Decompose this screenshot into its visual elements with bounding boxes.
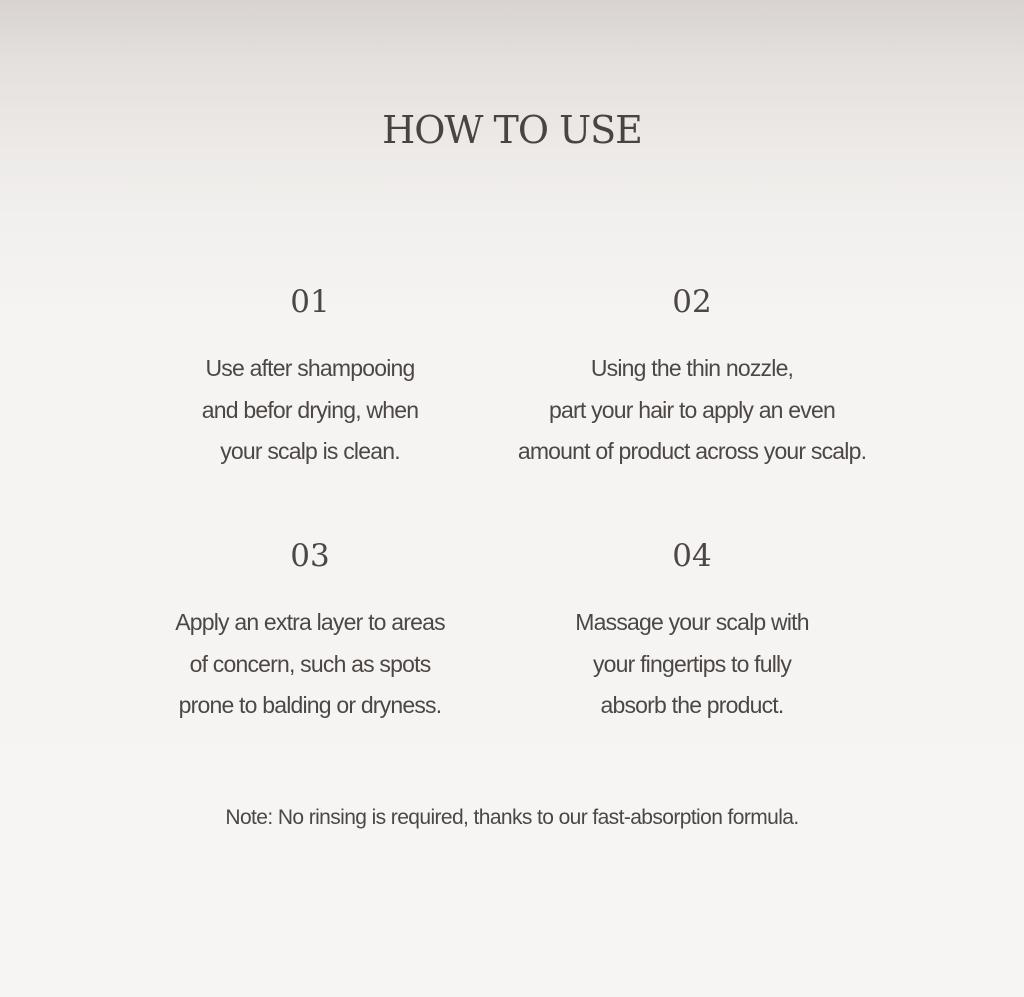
step-line: prone to balding or dryness. xyxy=(178,692,442,718)
step-line: Using the thin nozzle, xyxy=(590,355,794,381)
step-line: Massage your scalp with xyxy=(575,609,809,635)
step-line: part your hair to apply an even xyxy=(549,396,835,423)
step-number: 02 xyxy=(672,284,712,320)
page-title: HOW TO USE xyxy=(382,108,642,152)
step-description xyxy=(120,602,500,727)
step-line: your fingertips to fully xyxy=(592,650,792,677)
step-line: of concern, such as spots xyxy=(189,650,431,677)
step-description xyxy=(120,348,500,473)
step-04 xyxy=(472,536,912,727)
step-03 xyxy=(120,536,500,727)
step-line: and befor drying, when xyxy=(201,396,419,423)
step-number: 01 xyxy=(290,284,330,320)
step-02 xyxy=(472,282,912,473)
step-01 xyxy=(120,282,500,473)
step-description xyxy=(472,348,912,473)
step-line: Use after shampooing xyxy=(205,355,415,381)
step-number: 04 xyxy=(672,538,712,574)
step-line: absorb the product. xyxy=(600,692,784,718)
step-line: Apply an extra layer to areas xyxy=(175,609,445,635)
step-line: amount of product across your scalp. xyxy=(517,438,867,464)
step-description xyxy=(472,602,912,727)
usage-note: Note: No rinsing is required, thanks to our fast-absorption formula. xyxy=(225,806,799,829)
step-number: 03 xyxy=(290,538,330,574)
step-line: your scalp is clean. xyxy=(220,438,400,464)
